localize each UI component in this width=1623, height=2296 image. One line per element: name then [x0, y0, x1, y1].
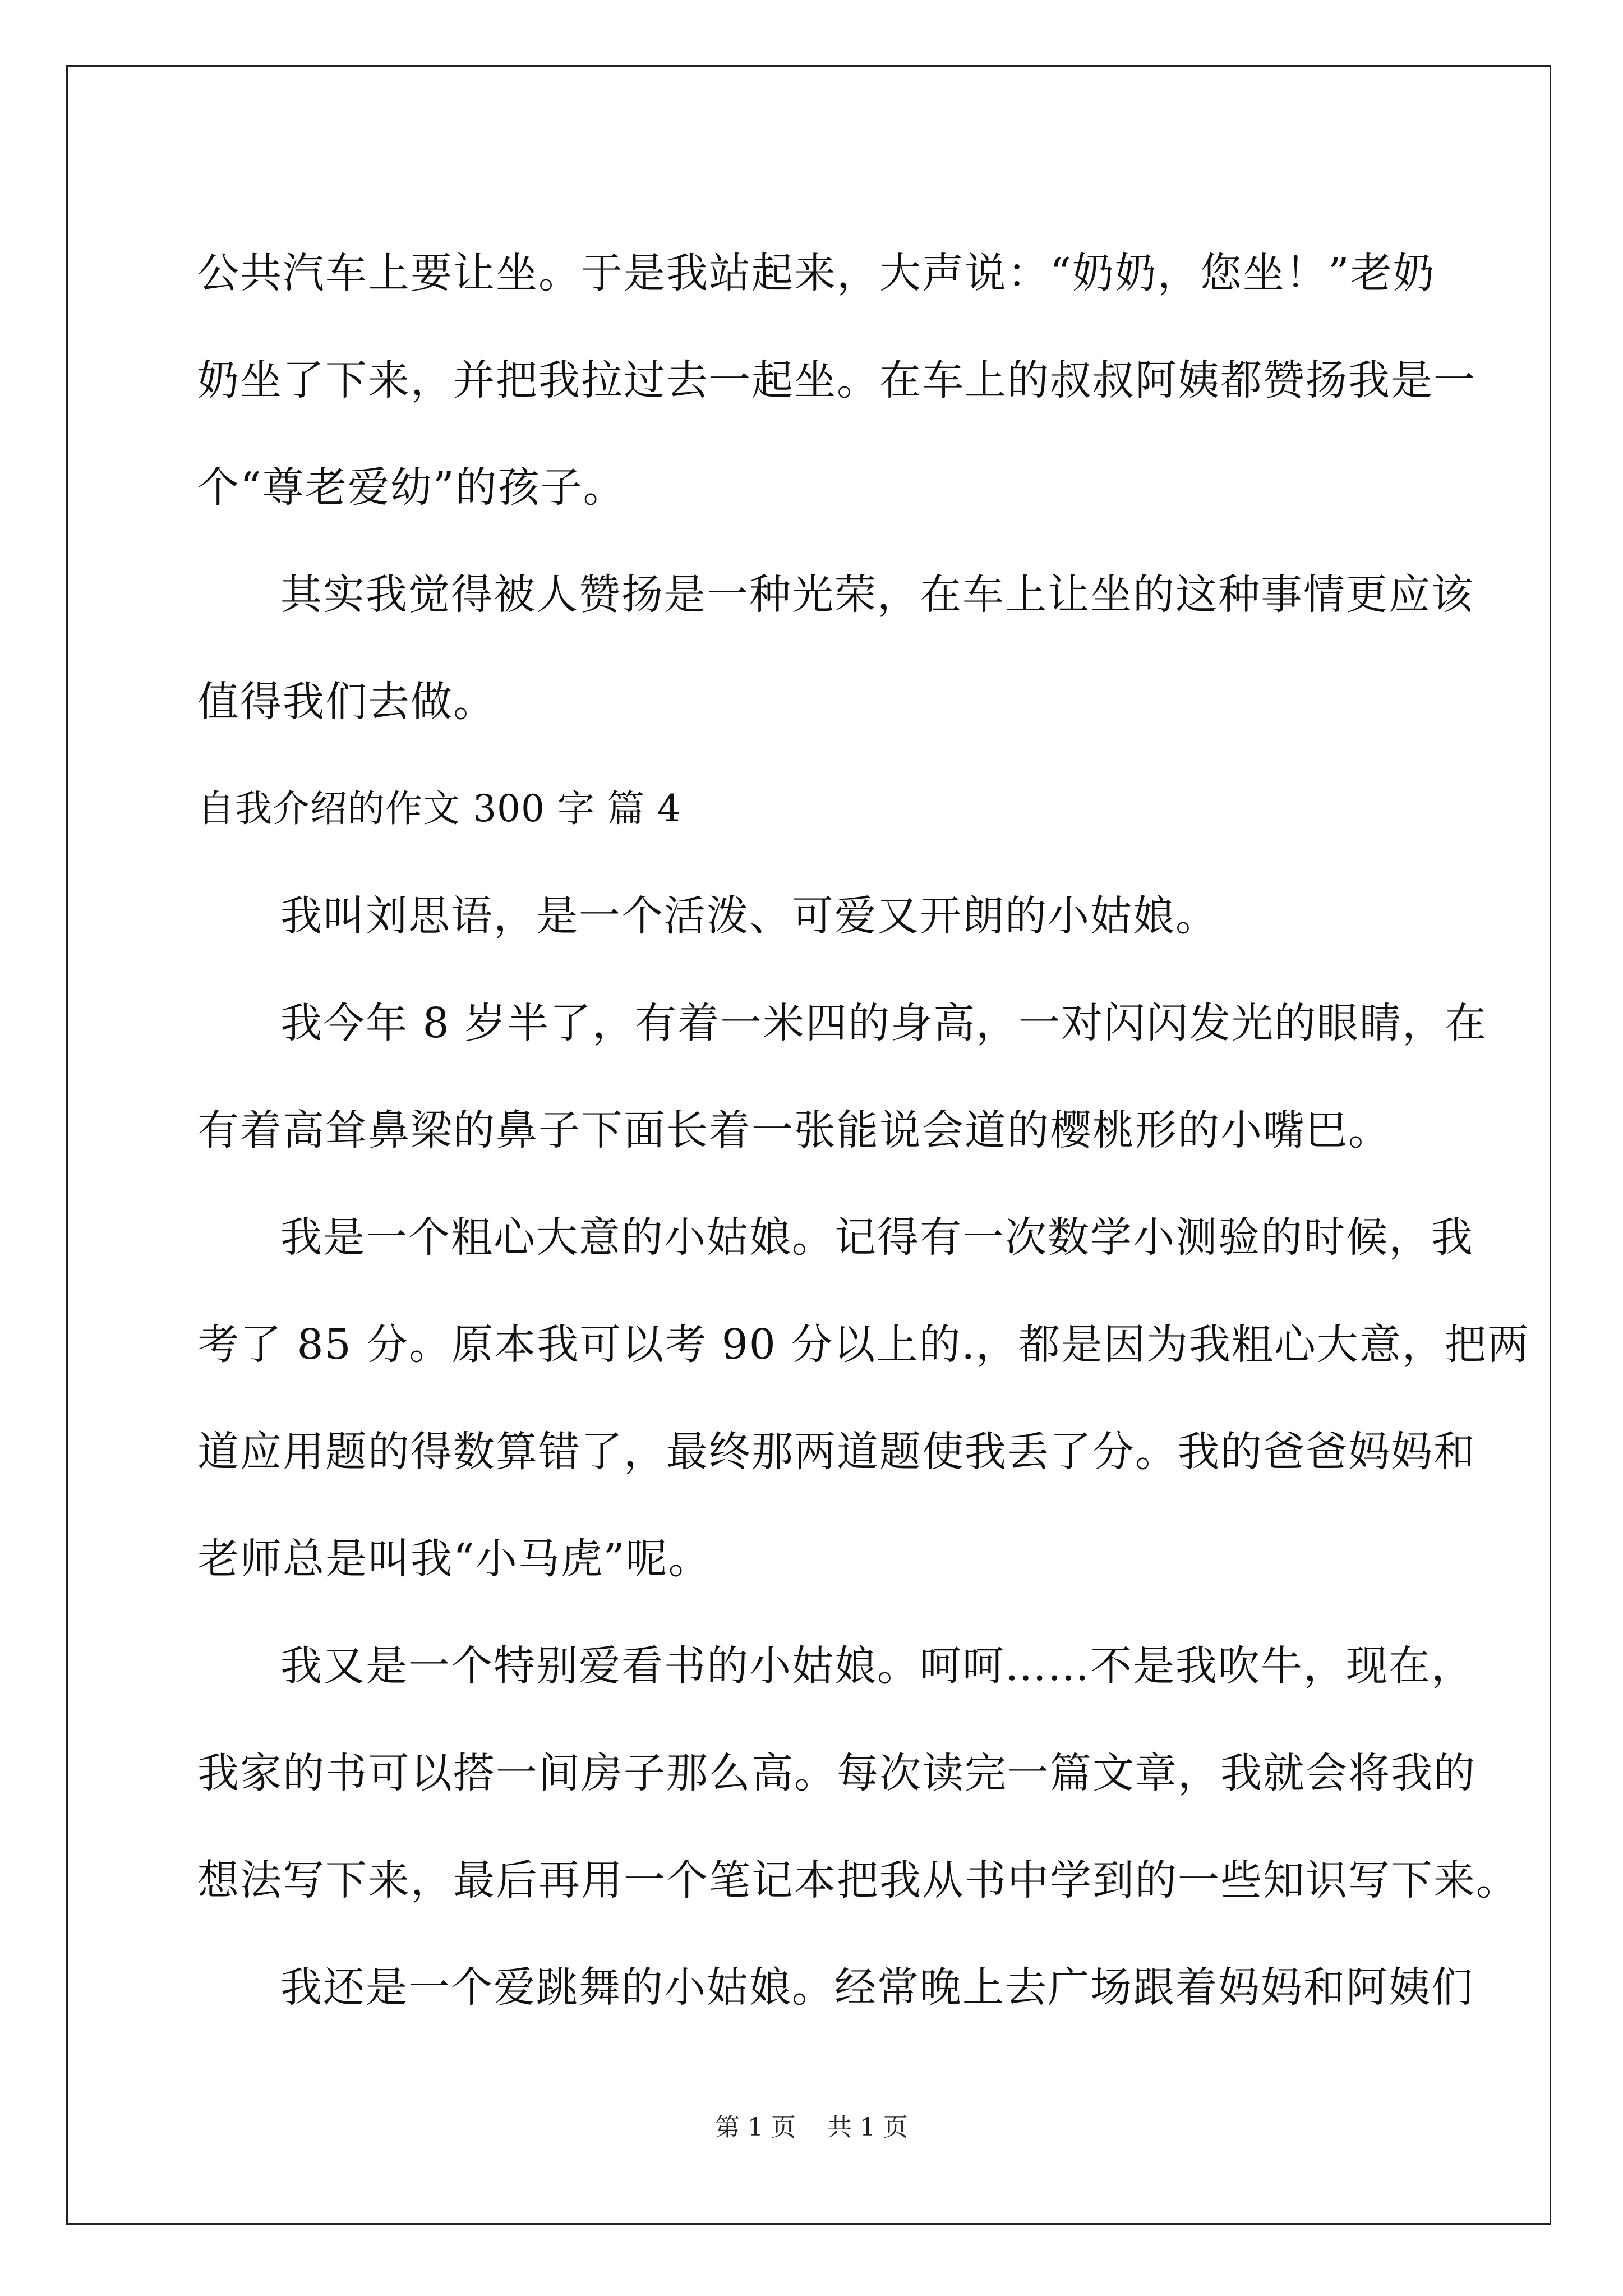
- text-line: 老师总是叫我“小马虎”呢。: [197, 1534, 711, 1583]
- paragraph-start-line: 我叫刘思语，是一个活泼、可爱又开朗的小姑娘。: [280, 891, 1218, 940]
- text-line: 想法写下来，最后再用一个笔记本把我从书中学到的一些知识写下来。: [197, 1856, 1519, 1904]
- paragraph-start-line: 我还是一个爱跳舞的小姑娘。经常晚上去广场跟着妈妈和阿姨们: [280, 1963, 1474, 2012]
- section-heading: 自我介绍的作文 300 字 篇 4: [197, 787, 681, 830]
- text-line: 奶坐了下来，并把我拉过去一起坐。在车上的叔叔阿姨都赞扬我是一: [197, 356, 1476, 404]
- paragraph-start-line: 我今年 8 岁半了，有着一米四的身高，一对闪闪发光的眼睛，在: [280, 999, 1488, 1047]
- text-line: 有着高耸鼻梁的鼻子下面长着一张能说会道的樱桃形的小嘴巴。: [197, 1106, 1391, 1154]
- text-line: 道应用题的得数算错了，最终那两道题使我丢了分。我的爸爸妈妈和: [197, 1427, 1476, 1476]
- paragraph-start-line: 我又是一个特别爱看书的小姑娘。呵呵……不是我吹牛，现在，: [280, 1641, 1474, 1690]
- paragraph-start-line: 其实我觉得被人赞扬是一种光荣，在车上让坐的这种事情更应该: [280, 570, 1474, 619]
- text-line: 公共汽车上要让坐。于是我站起来，大声说：“奶奶，您坐！”老奶: [197, 249, 1436, 297]
- text-line: 考了 85 分。原本我可以考 90 分以上的.，都是因为我粗心大意，把两: [197, 1320, 1530, 1369]
- document-body: [197, 216, 1530, 2037]
- paragraph-start-line: 我是一个粗心大意的小姑娘。记得有一次数学小测验的时候，我: [280, 1213, 1474, 1262]
- page-number-footer: 第 1 页 共 1 页: [715, 2113, 908, 2142]
- text-line: 个“尊老爱幼”的孩子。: [197, 463, 626, 512]
- text-line: 我家的书可以搭一间房子那么高。每次读完一篇文章，我就会将我的: [197, 1749, 1476, 1797]
- text-line: 值得我们去做。: [197, 677, 496, 726]
